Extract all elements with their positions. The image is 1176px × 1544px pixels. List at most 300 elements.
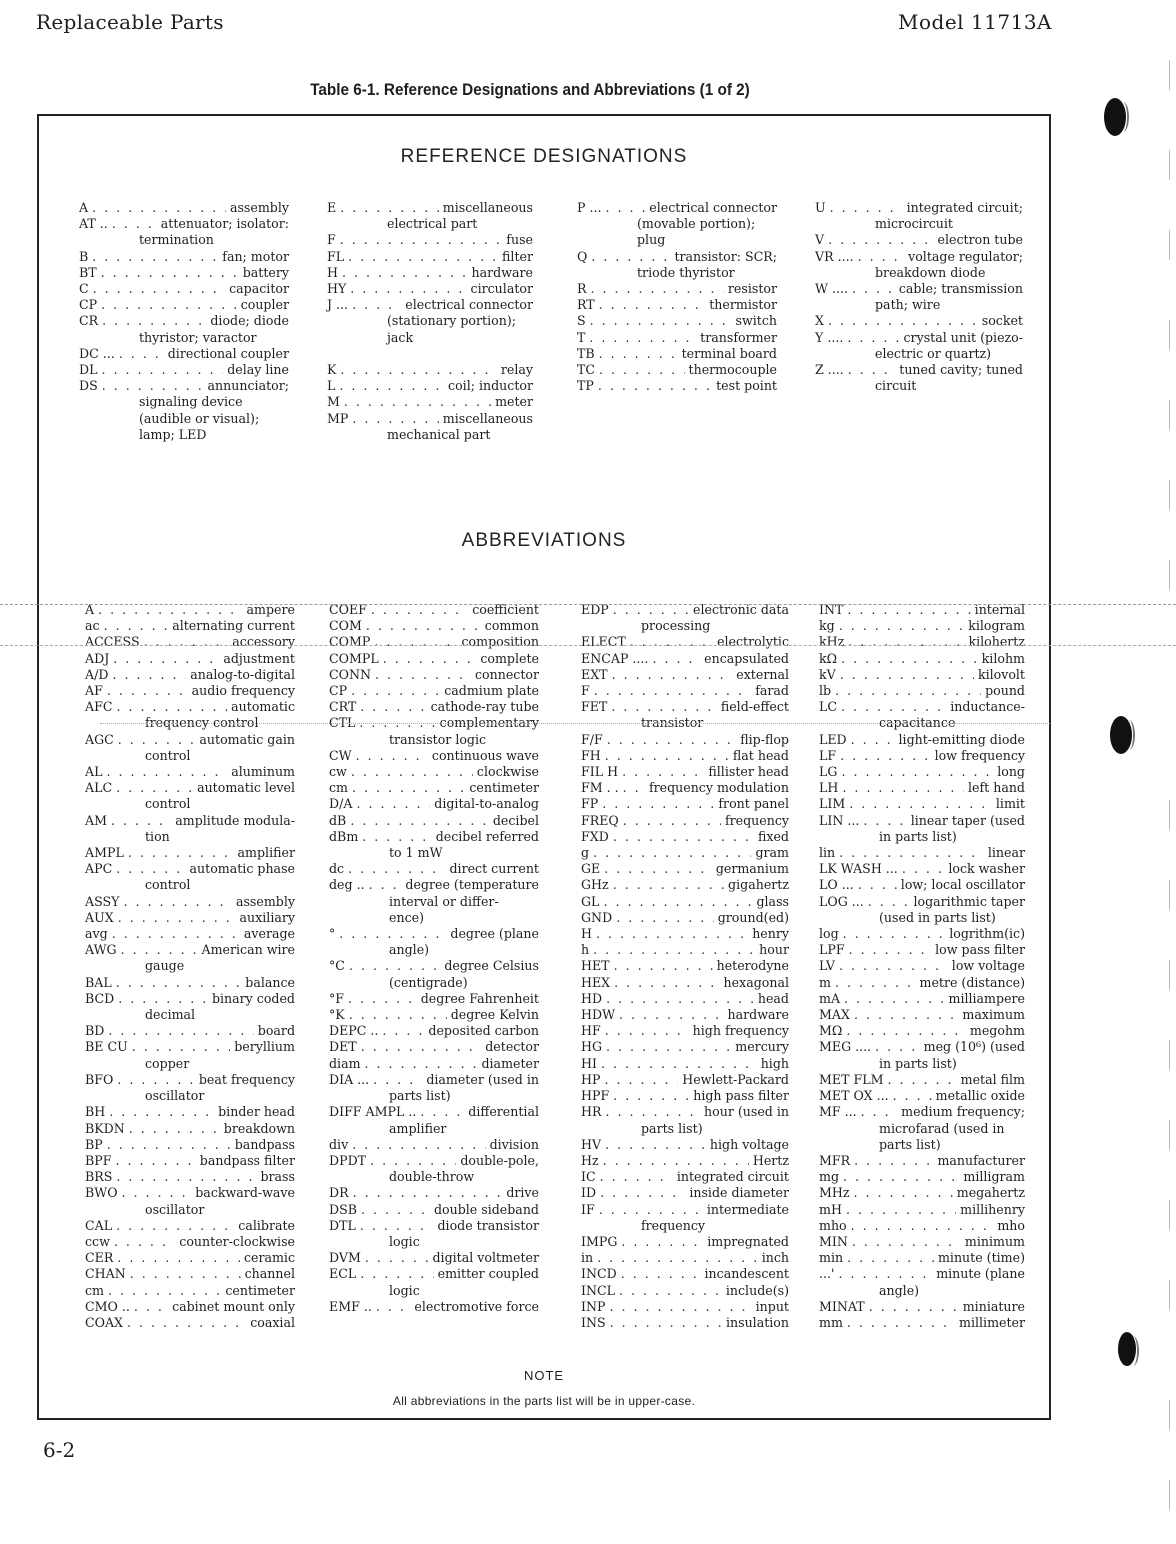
entry-row xyxy=(327,362,533,378)
entry-row xyxy=(581,1039,789,1055)
entry-code: cm xyxy=(329,780,348,796)
entry-code: FM . . xyxy=(581,780,619,796)
entry-definition: millihenry xyxy=(960,1201,1025,1217)
entry-row xyxy=(819,1023,1025,1039)
dot-leader xyxy=(622,764,704,780)
dot-leader xyxy=(349,958,440,974)
entry-definition: maximum xyxy=(962,1007,1025,1023)
entry-code: MAX xyxy=(819,1007,850,1023)
entry-row xyxy=(581,1153,789,1169)
dot-leader xyxy=(858,249,905,265)
entry-row xyxy=(85,1315,295,1331)
dot-leader xyxy=(846,1202,956,1218)
entry-code: F xyxy=(327,232,336,248)
entry-code: FP xyxy=(581,796,599,812)
dot-leader xyxy=(361,1202,430,1218)
entry-code: INS xyxy=(581,1314,606,1330)
abbreviations-column-3 xyxy=(581,602,789,1331)
entry-row xyxy=(819,1072,1025,1088)
entry-row xyxy=(327,411,533,427)
entry-definition: circulator xyxy=(470,281,533,297)
entry-code: div xyxy=(329,1136,349,1152)
dot-leader xyxy=(130,1266,241,1282)
entry-code: AGC xyxy=(85,731,114,747)
scan-artifact-line xyxy=(0,604,1176,605)
entry-row xyxy=(329,764,539,780)
entry-definition: binary coded xyxy=(211,990,295,1006)
entry-definition: centimeter xyxy=(469,780,539,796)
entry-row xyxy=(581,829,789,845)
entry-definition-continued: control xyxy=(145,796,191,812)
entry-code: K xyxy=(327,362,337,378)
entry-definition-continued: capacitance xyxy=(879,715,956,731)
entry-code: h xyxy=(581,942,590,958)
page-edge-mark xyxy=(1169,1400,1176,1430)
dot-leader xyxy=(835,975,916,991)
entry-code: DTL xyxy=(329,1217,356,1233)
entry-row xyxy=(581,651,789,667)
entry-row xyxy=(581,764,789,780)
dot-leader xyxy=(600,1185,685,1201)
page-edge-mark xyxy=(1169,560,1176,590)
entry-code: avg xyxy=(85,926,108,942)
dot-leader xyxy=(594,683,751,699)
dot-leader xyxy=(613,877,724,893)
entry-row xyxy=(819,699,1025,715)
entry-definition: inside diameter xyxy=(689,1185,789,1201)
entry-code: HEX xyxy=(581,974,611,990)
entry-row xyxy=(581,634,789,650)
entry-row xyxy=(85,618,295,634)
dot-leader xyxy=(361,1039,482,1055)
entry-row xyxy=(329,1218,539,1234)
entry-definition: decibel xyxy=(492,812,539,828)
entry-definition-continued: logic xyxy=(389,1282,420,1298)
entry-definition: ampere xyxy=(246,602,295,617)
entry-definition: front panel xyxy=(718,796,789,812)
entry-definition: medium frequency; xyxy=(901,1104,1025,1120)
entry-code: ASSY xyxy=(85,893,120,909)
entry-definition: heterodyne xyxy=(716,958,789,974)
entry-code: F/F xyxy=(581,731,603,747)
reference-column-4 xyxy=(815,200,1023,394)
dot-leader xyxy=(597,1250,758,1266)
entry-definition: encapsulated xyxy=(704,650,789,666)
dot-leader xyxy=(849,796,992,812)
entry-row xyxy=(819,1315,1025,1331)
entry-code: DIA ... xyxy=(329,1071,370,1087)
entry-definition: diode; diode xyxy=(210,313,289,329)
dot-leader xyxy=(360,699,426,715)
entry-row xyxy=(581,845,789,861)
entry-row xyxy=(79,265,289,281)
dot-leader xyxy=(841,699,946,715)
dot-leader xyxy=(839,958,948,974)
dot-leader xyxy=(129,1121,220,1137)
entry-definition: ground(ed) xyxy=(717,909,789,925)
entry-definition: counter-clockwise xyxy=(179,1233,295,1249)
entry-code: ID xyxy=(581,1185,597,1201)
entry-definition-continued: electric or quartz) xyxy=(875,345,992,361)
entry-row xyxy=(581,667,789,683)
entry-row xyxy=(85,780,295,796)
entry-definition-continued: thyristor; varactor xyxy=(139,329,257,345)
entry-code: P ... xyxy=(577,200,602,215)
entry-definition: American wire xyxy=(201,942,295,958)
dot-leader xyxy=(144,634,229,650)
dot-leader xyxy=(606,991,754,1007)
entry-row xyxy=(581,1056,789,1072)
entry-row xyxy=(79,281,289,297)
entry-definition: connector xyxy=(474,666,539,682)
entry-row xyxy=(329,1185,539,1201)
entry-definition-continued: parts list) xyxy=(879,1136,941,1152)
entry-definition: test point xyxy=(716,378,777,394)
dot-leader xyxy=(108,1283,221,1299)
dot-leader xyxy=(601,1056,757,1072)
entry-row xyxy=(79,313,289,329)
entry-row xyxy=(819,796,1025,812)
dot-leader xyxy=(591,249,670,265)
entry-code: APC xyxy=(85,861,113,877)
entry-row xyxy=(819,1104,1025,1120)
dot-leader xyxy=(619,1283,722,1299)
dot-leader xyxy=(868,894,910,910)
entry-definition: field-effect xyxy=(720,699,789,715)
page-header-section: Replaceable Parts xyxy=(36,10,224,34)
entry-row xyxy=(581,975,789,991)
page-edge-mark xyxy=(1169,230,1176,260)
entry-row xyxy=(581,1088,789,1104)
entry-row xyxy=(581,1023,789,1039)
entry-definition: bandpass xyxy=(234,1136,295,1152)
entry-row xyxy=(819,634,1025,650)
entry-row xyxy=(581,1185,789,1201)
entry-code: MHz xyxy=(819,1185,850,1201)
entry-code: ECL xyxy=(329,1266,357,1282)
entry-code: HF xyxy=(581,1023,601,1039)
entry-definition: glass xyxy=(756,893,789,909)
entry-row xyxy=(85,975,295,991)
entry-row xyxy=(327,346,533,362)
entry-definition: common xyxy=(484,618,539,634)
entry-definition: head xyxy=(757,990,789,1006)
dot-leader xyxy=(846,1023,966,1039)
dot-leader xyxy=(609,1299,751,1315)
entry-definition: brass xyxy=(260,1169,295,1185)
entry-row xyxy=(819,958,1025,974)
dot-leader xyxy=(116,861,185,877)
entry-definition: differential xyxy=(468,1104,539,1120)
abbreviations-column-1 xyxy=(85,602,295,1331)
entry-code: TB xyxy=(577,345,595,361)
entry-definition: annunciator; xyxy=(207,378,289,394)
dot-leader xyxy=(114,1234,175,1250)
entry-row xyxy=(815,200,1023,216)
entry-definition: metre (distance) xyxy=(919,974,1025,990)
entry-code: BPF xyxy=(85,1152,112,1168)
entry-definition: delay line xyxy=(227,362,289,378)
page-edge-mark xyxy=(1169,1200,1176,1230)
entry-code: m xyxy=(819,974,831,990)
entry-definition: double sideband xyxy=(433,1201,539,1217)
entry-code: LIN ... xyxy=(819,812,860,828)
entry-row xyxy=(819,732,1025,748)
entry-row xyxy=(819,1234,1025,1250)
entry-row xyxy=(581,942,789,958)
page-edge-mark xyxy=(1169,150,1176,180)
entry-definition: cable; transmission xyxy=(898,281,1023,297)
dot-leader xyxy=(92,200,226,216)
dot-leader xyxy=(844,991,944,1007)
entry-row xyxy=(329,1007,539,1023)
entry-row xyxy=(329,926,539,942)
entry-row xyxy=(581,991,789,1007)
entry-row xyxy=(819,877,1025,893)
dot-leader xyxy=(606,1039,731,1055)
entry-code: LF xyxy=(819,747,837,763)
entry-definition: amplitude modula- xyxy=(175,812,295,828)
dot-leader xyxy=(605,748,729,764)
page-edge-mark xyxy=(1169,480,1176,510)
entry-code: mA xyxy=(819,990,841,1006)
entry-row xyxy=(329,1039,539,1055)
dot-leader xyxy=(843,1169,959,1185)
entry-row xyxy=(581,780,789,796)
dot-leader xyxy=(605,1023,689,1039)
entry-definition-continued: breakdown diode xyxy=(875,264,986,280)
entry-code: ADJ xyxy=(85,650,110,666)
entry-definition: electronic data xyxy=(693,602,789,617)
entry-code: CP xyxy=(79,297,98,313)
entry-row xyxy=(577,313,777,329)
entry-definition: linear taper (used xyxy=(910,812,1025,828)
entry-code: cm xyxy=(85,1282,104,1298)
entry-definition: assembly xyxy=(229,200,289,215)
entry-code: ENCAP .... xyxy=(581,650,649,666)
entry-code: LK WASH ... xyxy=(819,861,898,877)
entry-definition: electrical connector xyxy=(405,297,533,313)
entry-row xyxy=(581,1266,789,1282)
entry-definition: average xyxy=(243,926,295,942)
dot-leader xyxy=(118,732,196,748)
entry-code: kV xyxy=(819,666,836,682)
entry-row xyxy=(329,877,539,893)
page-edge-mark xyxy=(1169,1280,1176,1310)
dot-leader xyxy=(841,764,993,780)
entry-row xyxy=(329,748,539,764)
dot-leader xyxy=(828,232,933,248)
entry-definition: inductance- xyxy=(950,699,1025,715)
entry-definition-continued: lamp; LED xyxy=(139,426,207,442)
entry-code: cw xyxy=(329,764,347,780)
entry-definition: automatic gain xyxy=(199,731,295,747)
entry-definition: assembly xyxy=(235,893,295,909)
entry-definition: linear xyxy=(987,845,1025,861)
entry-definition-continued: angle) xyxy=(389,942,430,958)
entry-row xyxy=(85,683,295,699)
entry-row xyxy=(329,991,539,1007)
entry-row xyxy=(581,1234,789,1250)
entry-definition: low pass filter xyxy=(935,942,1025,958)
entry-definition: analog-to-digital xyxy=(190,666,295,682)
entry-definition: deposited carbon xyxy=(428,1023,539,1039)
entry-row xyxy=(329,1250,539,1266)
entry-definition: gram xyxy=(755,845,789,861)
entry-definition: degree (plane xyxy=(450,926,539,942)
entry-definition: low; local oscillator xyxy=(900,877,1025,893)
entry-code: kg xyxy=(819,618,835,634)
entry-definition: farad xyxy=(755,683,789,699)
entry-definition-continued: (stationary portion); xyxy=(387,313,516,329)
dot-leader xyxy=(839,618,964,634)
entry-definition-continued: decimal xyxy=(145,1007,196,1023)
entry-definition: long xyxy=(997,764,1025,780)
entry-row xyxy=(85,1266,295,1282)
entry-row xyxy=(815,313,1023,329)
entry-definition: pound xyxy=(985,683,1025,699)
entry-definition: double-pole, xyxy=(460,1152,539,1168)
table-title: Table 6-1. Reference Designations and Abbreviations (1 of 2) xyxy=(310,80,750,99)
entry-definition: breakdown xyxy=(223,1120,295,1136)
entry-code: BT xyxy=(79,264,97,280)
entry-definition: metal film xyxy=(960,1071,1025,1087)
dot-leader xyxy=(614,975,719,991)
entry-definition: capacitor xyxy=(229,281,289,297)
entry-definition-continued: frequency control xyxy=(145,715,259,731)
entry-code: IMPG xyxy=(581,1233,618,1249)
entry-definition: low frequency xyxy=(934,747,1025,763)
entry-code: °K xyxy=(329,1007,345,1023)
entry-definition: coaxial xyxy=(250,1314,295,1330)
dot-leader xyxy=(599,346,678,362)
entry-row xyxy=(79,297,289,313)
dot-leader xyxy=(356,796,430,812)
entry-code: log xyxy=(819,926,839,942)
dot-leader xyxy=(593,845,751,861)
entry-row xyxy=(85,861,295,877)
entry-definition: fan; motor xyxy=(222,248,289,264)
entry-row xyxy=(85,1169,295,1185)
dot-leader xyxy=(888,1072,957,1088)
dot-leader xyxy=(599,297,706,313)
page-header-model: Model 11713A xyxy=(898,10,1052,34)
entry-definition: integrated circuit; xyxy=(906,200,1023,215)
dot-leader xyxy=(383,651,477,667)
entry-row xyxy=(85,1104,295,1120)
dot-leader xyxy=(828,313,978,329)
entry-code: HV xyxy=(581,1136,602,1152)
entry-row xyxy=(581,699,789,715)
entry-code: BRS xyxy=(85,1169,113,1185)
entry-definition-continued: circuit xyxy=(875,378,917,394)
entry-code: lin xyxy=(819,845,836,861)
entry-definition-continued: in parts list) xyxy=(879,828,957,844)
entry-code: COMPL xyxy=(329,650,379,666)
entry-row xyxy=(327,265,533,281)
entry-code: BCD xyxy=(85,990,115,1006)
entry-row xyxy=(329,699,539,715)
entry-code: AFC xyxy=(85,699,113,715)
entry-code: X xyxy=(815,313,824,329)
entry-definition-continued: plug xyxy=(637,232,666,248)
entry-code: C xyxy=(79,281,89,297)
entry-row xyxy=(85,651,295,667)
entry-code: B xyxy=(79,248,89,264)
entry-definition: intermediate xyxy=(706,1201,789,1217)
entry-code: LED xyxy=(819,731,847,747)
entry-definition: beryllium xyxy=(234,1039,295,1055)
entry-code: LC xyxy=(819,699,837,715)
entry-definition: logarithmic taper xyxy=(913,893,1025,909)
entry-definition: left hand xyxy=(968,780,1025,796)
entry-definition: kilogram xyxy=(968,618,1025,634)
entry-definition: emitter coupled xyxy=(437,1266,539,1282)
entry-definition-continued: gauge xyxy=(145,958,185,974)
dot-leader xyxy=(375,667,471,683)
entry-row xyxy=(85,845,295,861)
dot-leader xyxy=(376,1299,411,1315)
entry-definition: balance xyxy=(245,974,295,990)
entry-row xyxy=(79,200,289,216)
entry-definition-continued: to 1 mW xyxy=(389,845,443,861)
dot-leader xyxy=(339,378,444,394)
entry-definition: directional coupler xyxy=(167,345,289,361)
dot-leader xyxy=(373,1072,422,1088)
entry-definition: hexagonal xyxy=(723,974,789,990)
dot-leader xyxy=(118,991,208,1007)
dot-leader xyxy=(847,1315,955,1331)
entry-code: BD xyxy=(85,1023,105,1039)
entry-code: COMP xyxy=(329,634,371,650)
entry-code: COAX xyxy=(85,1314,124,1330)
entry-row xyxy=(577,200,777,216)
entry-code: FIL H xyxy=(581,764,619,780)
entry-code: CAL xyxy=(85,1217,113,1233)
dot-leader xyxy=(863,813,906,829)
entry-definition: complete xyxy=(480,650,539,666)
entry-code: MIN xyxy=(819,1233,848,1249)
entry-row xyxy=(581,1250,789,1266)
entry-definition: electron tube xyxy=(937,232,1023,248)
entry-definition: cathode-ray tube xyxy=(430,699,539,715)
entry-code: ACCESS xyxy=(85,634,140,650)
entry-row xyxy=(577,281,777,297)
entry-definition-continued: oscillator xyxy=(145,1201,205,1217)
entry-code: ALC xyxy=(85,780,113,796)
dot-leader xyxy=(839,845,984,861)
entry-definition: audio frequency xyxy=(191,683,295,699)
dot-leader xyxy=(360,1266,433,1282)
dot-leader xyxy=(348,249,498,265)
entry-definition: millimeter xyxy=(959,1314,1025,1330)
page-edge-mark xyxy=(1169,1480,1176,1510)
entry-row xyxy=(327,297,533,313)
entry-definition: Hertz xyxy=(752,1152,789,1168)
entry-code: dBm xyxy=(329,828,359,844)
entry-row xyxy=(329,1104,539,1120)
dot-leader xyxy=(861,1104,898,1120)
dot-leader xyxy=(352,297,401,313)
entry-code: COEF xyxy=(329,602,367,617)
entry-definition: kilohertz xyxy=(968,634,1025,650)
entry-definition: ceramic xyxy=(243,1250,295,1266)
entry-row xyxy=(819,1088,1025,1104)
entry-definition: gigahertz xyxy=(728,877,789,893)
entry-definition: auxiliary xyxy=(239,909,295,925)
entry-row xyxy=(85,1153,295,1169)
entry-definition: aluminum xyxy=(231,764,295,780)
